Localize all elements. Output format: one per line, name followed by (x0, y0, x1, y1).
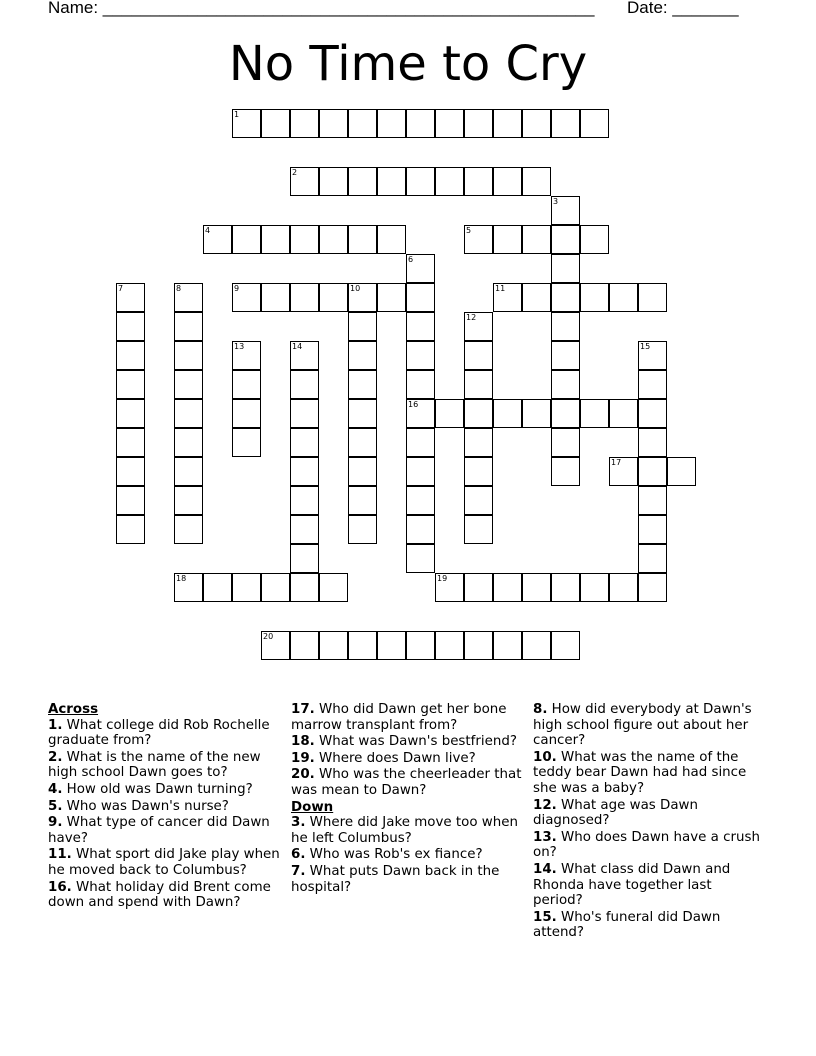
clue-number: 19 (437, 574, 448, 583)
clue-item-number: 7. (291, 863, 306, 879)
clue-number: 18 (176, 574, 187, 583)
grid-cell[interactable] (232, 341, 261, 370)
grid-cell[interactable] (464, 341, 493, 370)
grid-cell[interactable] (609, 399, 638, 428)
grid-cell[interactable] (290, 109, 319, 138)
clue-number: 20 (263, 632, 274, 641)
clue-item (291, 734, 523, 750)
grid-cell[interactable] (522, 225, 551, 254)
grid-cell[interactable] (638, 428, 667, 457)
grid-cell[interactable] (522, 399, 551, 428)
clue-number: 16 (408, 400, 419, 409)
grid-cell[interactable] (174, 486, 203, 515)
clue-number: 1 (234, 110, 240, 119)
grid-cell[interactable] (406, 631, 435, 660)
grid-cell[interactable] (319, 283, 348, 312)
grid-cell[interactable] (551, 254, 580, 283)
clue-item (48, 799, 280, 815)
grid-cell[interactable] (348, 428, 377, 457)
clue-number: 7 (118, 284, 124, 293)
clue-item (291, 815, 523, 846)
grid-cell[interactable] (348, 486, 377, 515)
clue-number: 8 (176, 284, 182, 293)
grid-cell[interactable] (580, 399, 609, 428)
grid-cell[interactable] (522, 167, 551, 196)
page-title: No Time to Cry (228, 36, 588, 92)
grid-cell[interactable] (290, 631, 319, 660)
grid-cell[interactable] (348, 109, 377, 138)
clue-item-number: 18. (291, 734, 315, 750)
clue-number: 6 (408, 255, 414, 264)
grid-cell[interactable] (464, 312, 493, 341)
clue-item-text: Who was the cheerleader that was mean to Dawn? (291, 767, 522, 798)
clue-item (48, 847, 280, 878)
clue-item-text: What class did Dawn and Rhonda have together last period? (533, 861, 731, 909)
grid-cell[interactable] (348, 515, 377, 544)
grid-cell[interactable] (551, 428, 580, 457)
grid-cell[interactable] (435, 167, 464, 196)
grid-cell[interactable] (551, 283, 580, 312)
clue-item-number: 9. (48, 815, 63, 831)
clue-item-text: Who's funeral did Dawn attend? (533, 909, 721, 941)
down-heading: Down (291, 799, 334, 815)
grid-cell[interactable] (464, 167, 493, 196)
grid-cell[interactable] (319, 631, 348, 660)
grid-cell[interactable] (261, 283, 290, 312)
name-line: Name: ____________________________________________________ (48, 0, 595, 17)
grid-cell[interactable] (348, 167, 377, 196)
grid-cell[interactable] (435, 631, 464, 660)
grid-cell[interactable] (174, 399, 203, 428)
clue-number: 10 (350, 284, 361, 293)
grid-cell[interactable] (116, 457, 145, 486)
clue-item (291, 847, 523, 863)
grid-cell[interactable] (406, 283, 435, 312)
grid-cell[interactable] (406, 515, 435, 544)
grid-cell[interactable] (116, 486, 145, 515)
grid-cell[interactable] (232, 370, 261, 399)
clue-number: 14 (292, 342, 303, 351)
grid-cell[interactable] (174, 573, 203, 602)
clue-item (291, 702, 523, 733)
grid-cell[interactable] (290, 341, 319, 370)
clue-item-text: What college did Rob Rochelle graduate from? (48, 717, 270, 749)
grid-cell[interactable] (290, 370, 319, 399)
grid-cell[interactable] (638, 573, 667, 602)
grid-cell[interactable] (464, 370, 493, 399)
clue-item (291, 751, 523, 767)
grid-cell[interactable] (551, 225, 580, 254)
date-line: Date: _______ (627, 0, 739, 17)
clue-item-text: Who does Dawn have a crush on? (533, 829, 760, 861)
clue-item-text: How old was Dawn turning? (62, 781, 253, 797)
clue-item (291, 767, 523, 798)
clue-item-number: 19. (291, 750, 315, 766)
clue-number: 11 (495, 284, 506, 293)
clue-item-number: 4. (48, 781, 63, 797)
grid-cell[interactable] (493, 167, 522, 196)
grid-cell[interactable] (551, 370, 580, 399)
grid-cell[interactable] (290, 283, 319, 312)
clue-item-text: What was the name of the teddy bear Dawn had had since she was a baby? (533, 749, 747, 796)
grid-cell[interactable] (290, 167, 319, 196)
grid-cell[interactable] (609, 457, 638, 486)
clue-item-text: What sport did Jake play when he moved back to Columbus? (48, 847, 280, 878)
grid-cell[interactable] (493, 631, 522, 660)
clue-item-text: Who did Dawn get her bone marrow transplant from? (291, 702, 507, 733)
clue-item-text: What holiday did Brent come down and spend with Dawn? (48, 879, 271, 911)
grid-cell[interactable] (261, 109, 290, 138)
grid-cell[interactable] (116, 399, 145, 428)
grid-cell[interactable] (116, 370, 145, 399)
grid-cell[interactable] (290, 515, 319, 544)
grid-cell[interactable] (348, 341, 377, 370)
grid-cell[interactable] (290, 544, 319, 573)
grid-cell[interactable] (232, 399, 261, 428)
clue-number: 2 (292, 168, 298, 177)
clue-item (48, 718, 280, 749)
grid-cell[interactable] (290, 457, 319, 486)
grid-cell[interactable] (174, 341, 203, 370)
grid-cell[interactable] (638, 370, 667, 399)
grid-cell[interactable] (580, 225, 609, 254)
grid-cell[interactable] (348, 457, 377, 486)
clue-item (533, 750, 765, 797)
grid-cell[interactable] (290, 573, 319, 602)
grid-cell[interactable] (406, 109, 435, 138)
grid-cell[interactable] (116, 312, 145, 341)
clue-item-number: 20. (291, 767, 315, 783)
clue-item-text: What type of cancer did Dawn have? (48, 815, 270, 846)
grid-cell[interactable] (464, 109, 493, 138)
clue-item-number: 2. (48, 749, 63, 765)
grid-cell[interactable] (638, 457, 667, 486)
grid-cell[interactable] (348, 312, 377, 341)
grid-cell[interactable] (203, 225, 232, 254)
clue-item-text: What was Dawn's bestfriend? (314, 734, 517, 750)
clue-item (48, 750, 280, 781)
clue-item (533, 830, 765, 861)
grid-cell[interactable] (638, 399, 667, 428)
grid-cell[interactable] (493, 399, 522, 428)
grid-cell[interactable] (290, 486, 319, 515)
grid-cell[interactable] (116, 515, 145, 544)
grid-cell[interactable] (551, 457, 580, 486)
grid-cell[interactable] (406, 428, 435, 457)
grid-cell[interactable] (261, 573, 290, 602)
grid-cell[interactable] (319, 167, 348, 196)
clue-number: 15 (640, 342, 651, 351)
grid-cell[interactable] (232, 109, 261, 138)
clue-item-text: Who was Rob's ex fiance? (305, 847, 483, 863)
grid-cell[interactable] (580, 283, 609, 312)
grid-cell[interactable] (406, 457, 435, 486)
grid-cell[interactable] (522, 109, 551, 138)
clue-item-number: 11. (48, 847, 72, 863)
clue-item (533, 910, 765, 941)
grid-cell[interactable] (348, 370, 377, 399)
clue-item-number: 14. (533, 861, 557, 877)
grid-cell[interactable] (551, 109, 580, 138)
grid-cell[interactable] (609, 283, 638, 312)
grid-cell[interactable] (551, 399, 580, 428)
grid-cell[interactable] (174, 457, 203, 486)
clue-item (48, 880, 280, 911)
grid-cell[interactable] (667, 457, 696, 486)
grid-cell[interactable] (493, 573, 522, 602)
clue-number: 5 (466, 226, 472, 235)
clues-column-3 (533, 702, 765, 942)
across-heading: Across (48, 702, 99, 717)
grid-cell[interactable] (174, 370, 203, 399)
clue-number: 3 (553, 197, 559, 206)
clue-item-text: What age was Dawn diagnosed? (533, 797, 698, 829)
grid-cell[interactable] (609, 573, 638, 602)
clue-number: 9 (234, 284, 240, 293)
grid-cell[interactable] (174, 283, 203, 312)
grid-cell[interactable] (638, 544, 667, 573)
grid-cell[interactable] (551, 631, 580, 660)
grid-cell[interactable] (464, 515, 493, 544)
grid-cell[interactable] (290, 399, 319, 428)
grid-cell[interactable] (377, 283, 406, 312)
grid-cell[interactable] (319, 225, 348, 254)
grid-cell[interactable] (435, 573, 464, 602)
grid-cell[interactable] (580, 573, 609, 602)
clue-number: 17 (611, 458, 622, 467)
grid-cell[interactable] (522, 283, 551, 312)
grid-cell[interactable] (290, 428, 319, 457)
clue-item (533, 862, 765, 909)
clue-item-text: Where did Jake move too when he left Columbus? (291, 815, 518, 846)
clue-item-text: How did everybody at Dawn's high school figure out about her cancer? (533, 702, 752, 749)
grid-cell[interactable] (116, 341, 145, 370)
grid-cell[interactable] (464, 457, 493, 486)
grid-cell[interactable] (406, 341, 435, 370)
grid-cell[interactable] (261, 631, 290, 660)
clue-item-text: Who was Dawn's nurse? (62, 798, 229, 814)
clue-item-number: 12. (533, 797, 557, 813)
grid-cell[interactable] (261, 225, 290, 254)
grid-cell[interactable] (348, 283, 377, 312)
grid-cell[interactable] (522, 573, 551, 602)
grid-cell[interactable] (493, 283, 522, 312)
grid-cell[interactable] (406, 254, 435, 283)
grid-cell[interactable] (638, 283, 667, 312)
grid-cell[interactable] (377, 631, 406, 660)
clue-item-number: 6. (291, 847, 306, 863)
grid-cell[interactable] (348, 631, 377, 660)
clue-item-number: 10. (533, 749, 557, 765)
grid-cell[interactable] (116, 428, 145, 457)
grid-cell[interactable] (406, 167, 435, 196)
grid-cell[interactable] (406, 486, 435, 515)
clue-item-number: 1. (48, 717, 63, 733)
grid-cell[interactable] (174, 312, 203, 341)
grid-cell[interactable] (406, 370, 435, 399)
grid-cell[interactable] (406, 312, 435, 341)
grid-cell[interactable] (348, 399, 377, 428)
clue-number: 12 (466, 313, 477, 322)
grid-cell[interactable] (319, 573, 348, 602)
grid-cell[interactable] (493, 109, 522, 138)
grid-cell[interactable] (464, 225, 493, 254)
grid-cell[interactable] (435, 399, 464, 428)
clue-item-number: 8. (533, 702, 548, 717)
grid-cell[interactable] (232, 225, 261, 254)
grid-cell[interactable] (406, 399, 435, 428)
grid-cell[interactable] (464, 573, 493, 602)
clue-item-text: What is the name of the new high school Dawn goes to? (48, 749, 261, 781)
clue-item (533, 702, 765, 749)
grid-cell[interactable] (319, 109, 348, 138)
grid-cell[interactable] (348, 225, 377, 254)
grid-cell[interactable] (232, 283, 261, 312)
grid-cell[interactable] (464, 631, 493, 660)
grid-cell[interactable] (464, 486, 493, 515)
grid-cell[interactable] (551, 312, 580, 341)
grid-cell[interactable] (522, 631, 551, 660)
clue-item (291, 864, 523, 895)
grid-cell[interactable] (377, 167, 406, 196)
grid-cell[interactable] (406, 544, 435, 573)
grid-cell[interactable] (435, 109, 464, 138)
grid-cell[interactable] (203, 573, 232, 602)
clue-item-text: What puts Dawn back in the hospital? (291, 863, 500, 895)
grid-cell[interactable] (116, 283, 145, 312)
grid-cell[interactable] (638, 486, 667, 515)
clue-item (48, 782, 280, 798)
clue-number: 13 (234, 342, 245, 351)
grid-cell[interactable] (580, 109, 609, 138)
grid-cell[interactable] (551, 341, 580, 370)
grid-cell[interactable] (232, 573, 261, 602)
clue-number: 4 (205, 226, 211, 235)
clue-item (48, 815, 280, 846)
grid-cell[interactable] (174, 428, 203, 457)
grid-cell[interactable] (493, 225, 522, 254)
grid-cell[interactable] (551, 573, 580, 602)
clue-item-number: 16. (48, 879, 72, 895)
grid-cell[interactable] (638, 515, 667, 544)
clue-item-text: Where does Dawn live? (314, 750, 476, 766)
grid-cell[interactable] (377, 109, 406, 138)
grid-cell[interactable] (174, 515, 203, 544)
clue-item (533, 798, 765, 829)
clues-column-2 (291, 702, 523, 896)
clue-item-number: 17. (291, 702, 315, 717)
clue-item-number: 5. (48, 798, 63, 814)
clue-item-number: 13. (533, 829, 557, 845)
clue-item-number: 15. (533, 909, 557, 925)
clues-column-1 (48, 702, 280, 912)
grid-cell[interactable] (551, 196, 580, 225)
grid-cell[interactable] (638, 341, 667, 370)
grid-cell[interactable] (232, 428, 261, 457)
grid-cell[interactable] (464, 428, 493, 457)
grid-cell[interactable] (464, 399, 493, 428)
grid-cell[interactable] (377, 225, 406, 254)
clue-item-number: 3. (291, 815, 306, 831)
grid-cell[interactable] (290, 225, 319, 254)
